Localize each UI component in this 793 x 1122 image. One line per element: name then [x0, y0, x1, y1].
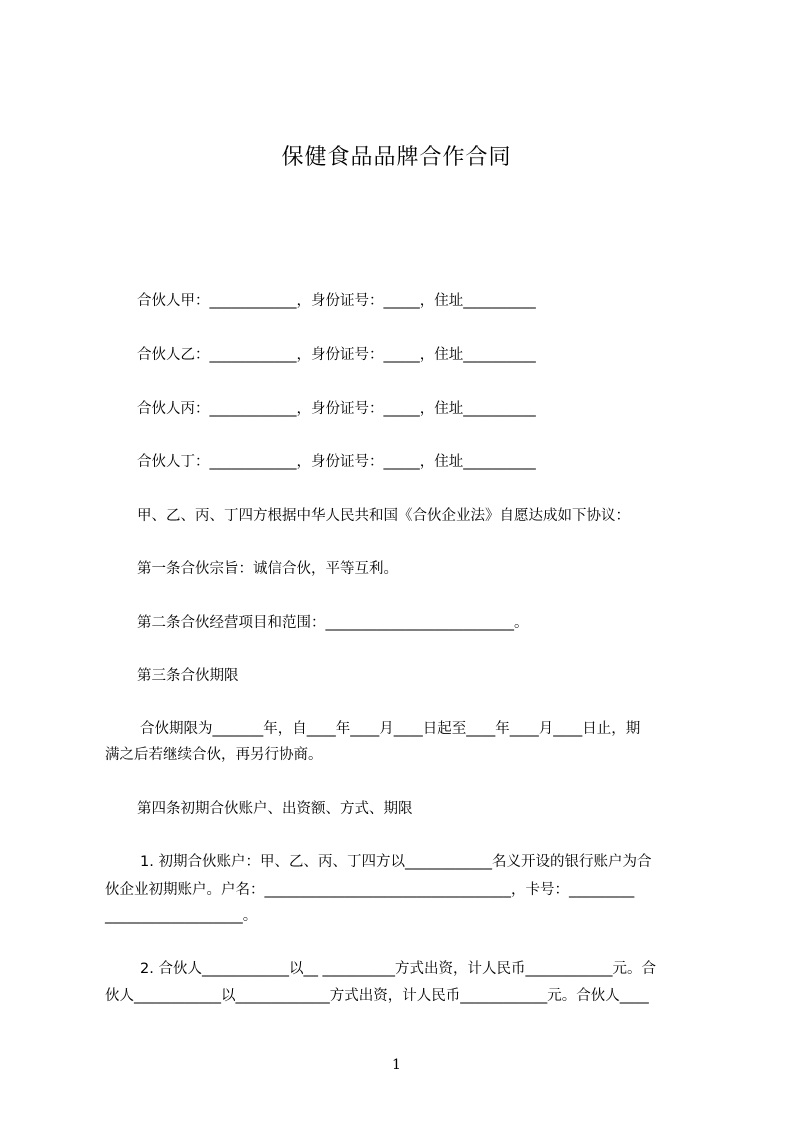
party-line-ding: 合伙人丁：____________，身份证号：_____，住址__________ — [137, 454, 536, 470]
article-4-item-1-line-1: 1. 初期合伙账户：甲、乙、丙、丁四方以____________名义开设的银行账户为合 — [140, 854, 652, 870]
article-4-item-2-line-2: 伙人____________以_____________方式出资，计人民币____________元。合伙人____ — [105, 988, 649, 1004]
article-2-text: 第二条合伙经营项目和范围：__________________________。 — [137, 615, 529, 631]
article-4-item-1-line-2: 伙企业初期账户。户名：__________________________________，卡号：_________ — [105, 882, 635, 898]
preamble-text: 甲、乙、丙、丁四方根据中华人民共和国《合伙企业法》自愿达成如下协议： — [137, 508, 630, 524]
article-4-item-2-line-1: 2. 合伙人____________以__ __________方式出资，计人民币____________元。合 — [140, 961, 657, 977]
article-4-heading: 第四条初期合伙账户、出资额、方式、期限 — [137, 801, 413, 817]
document-title: 保健食品品牌合作合同 — [281, 145, 512, 170]
page-number: 1 — [392, 1057, 401, 1073]
article-3-line-1: 合伙期限为_______年，自____年____月____日起至____年____月____日止，期 — [140, 721, 641, 737]
party-line-yi: 合伙人乙：____________，身份证号：_____，住址__________ — [137, 347, 536, 363]
article-3-heading: 第三条合伙期限 — [137, 668, 239, 684]
party-line-jia: 合伙人甲：____________，身份证号：_____，住址__________ — [137, 293, 536, 309]
article-4-item-1-line-3: ___________________。 — [105, 908, 258, 924]
party-line-bing: 合伙人丙：____________，身份证号：_____，住址__________ — [137, 401, 536, 417]
article-1-text: 第一条合伙宗旨：诚信合伙，平等互利。 — [137, 561, 398, 577]
article-3-line-2: 满之后若继续合伙，再另行协商。 — [105, 747, 323, 763]
